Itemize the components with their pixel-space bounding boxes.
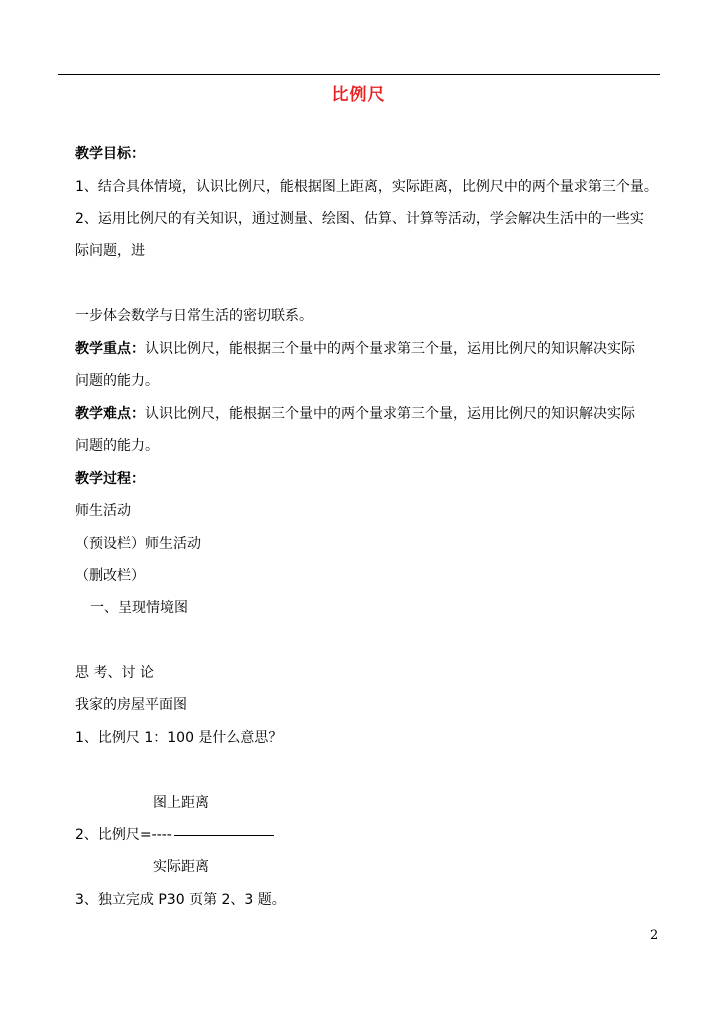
question-1: 1、比例尺 1：100 是什么意思？ <box>75 730 283 746</box>
floor-plan-label: 我家的房屋平面图 <box>75 697 187 713</box>
fraction-numerator: 图上距离 <box>153 795 209 811</box>
page-number: 2 <box>650 928 659 943</box>
process-heading: 教学过程： <box>75 471 145 487</box>
difficulty-text: 认识比例尺，能根据三个量中的两个量求第三个量，运用比例尺的知识解决实际 <box>145 406 635 422</box>
question-3: 3、独立完成 P30 页第 2、3 题。 <box>75 892 286 908</box>
preset-column-label: （预设栏）师生活动 <box>75 536 201 552</box>
section-one-heading: 一、呈现情境图 <box>90 600 188 616</box>
key-point-text: 认识比例尺，能根据三个量中的两个量求第三个量，运用比例尺的知识解决实际 <box>145 341 635 357</box>
revise-column-label: （删改栏） <box>75 568 145 584</box>
goal-2-line-3: 一步体会数学与日常生活的密切联系。 <box>75 308 313 324</box>
think-discuss: 思 考、讨 论 <box>75 665 154 681</box>
difficulty-label: 教学难点： <box>75 406 145 422</box>
fraction-bar <box>174 835 274 836</box>
key-point-line-2: 问题的能力。 <box>75 373 159 389</box>
header-rule <box>58 74 660 75</box>
goal-2-line-2: 际问题，进 <box>75 243 145 259</box>
key-point-line-1 <box>75 340 635 358</box>
formula-prefix: 2、比例尺=---- <box>75 827 172 843</box>
fraction-denominator: 实际距离 <box>153 859 209 875</box>
formula-line <box>75 826 274 844</box>
difficulty-line-2: 问题的能力。 <box>75 438 159 454</box>
document-title: 比例尺 <box>331 85 386 105</box>
difficulty-line-1 <box>75 405 635 423</box>
goals-heading: 教学目标： <box>75 146 145 162</box>
goal-2-line-1: 2、运用比例尺的有关知识，通过测量、绘图、估算、计算等活动，学会解决生活中的一些实 <box>75 211 644 227</box>
activity-label: 师生活动 <box>75 503 131 519</box>
goal-1: 1、结合具体情境，认识比例尺，能根据图上距离，实际距离，比例尺中的两个量求第三个量。 <box>75 179 658 195</box>
key-point-label: 教学重点： <box>75 341 145 357</box>
